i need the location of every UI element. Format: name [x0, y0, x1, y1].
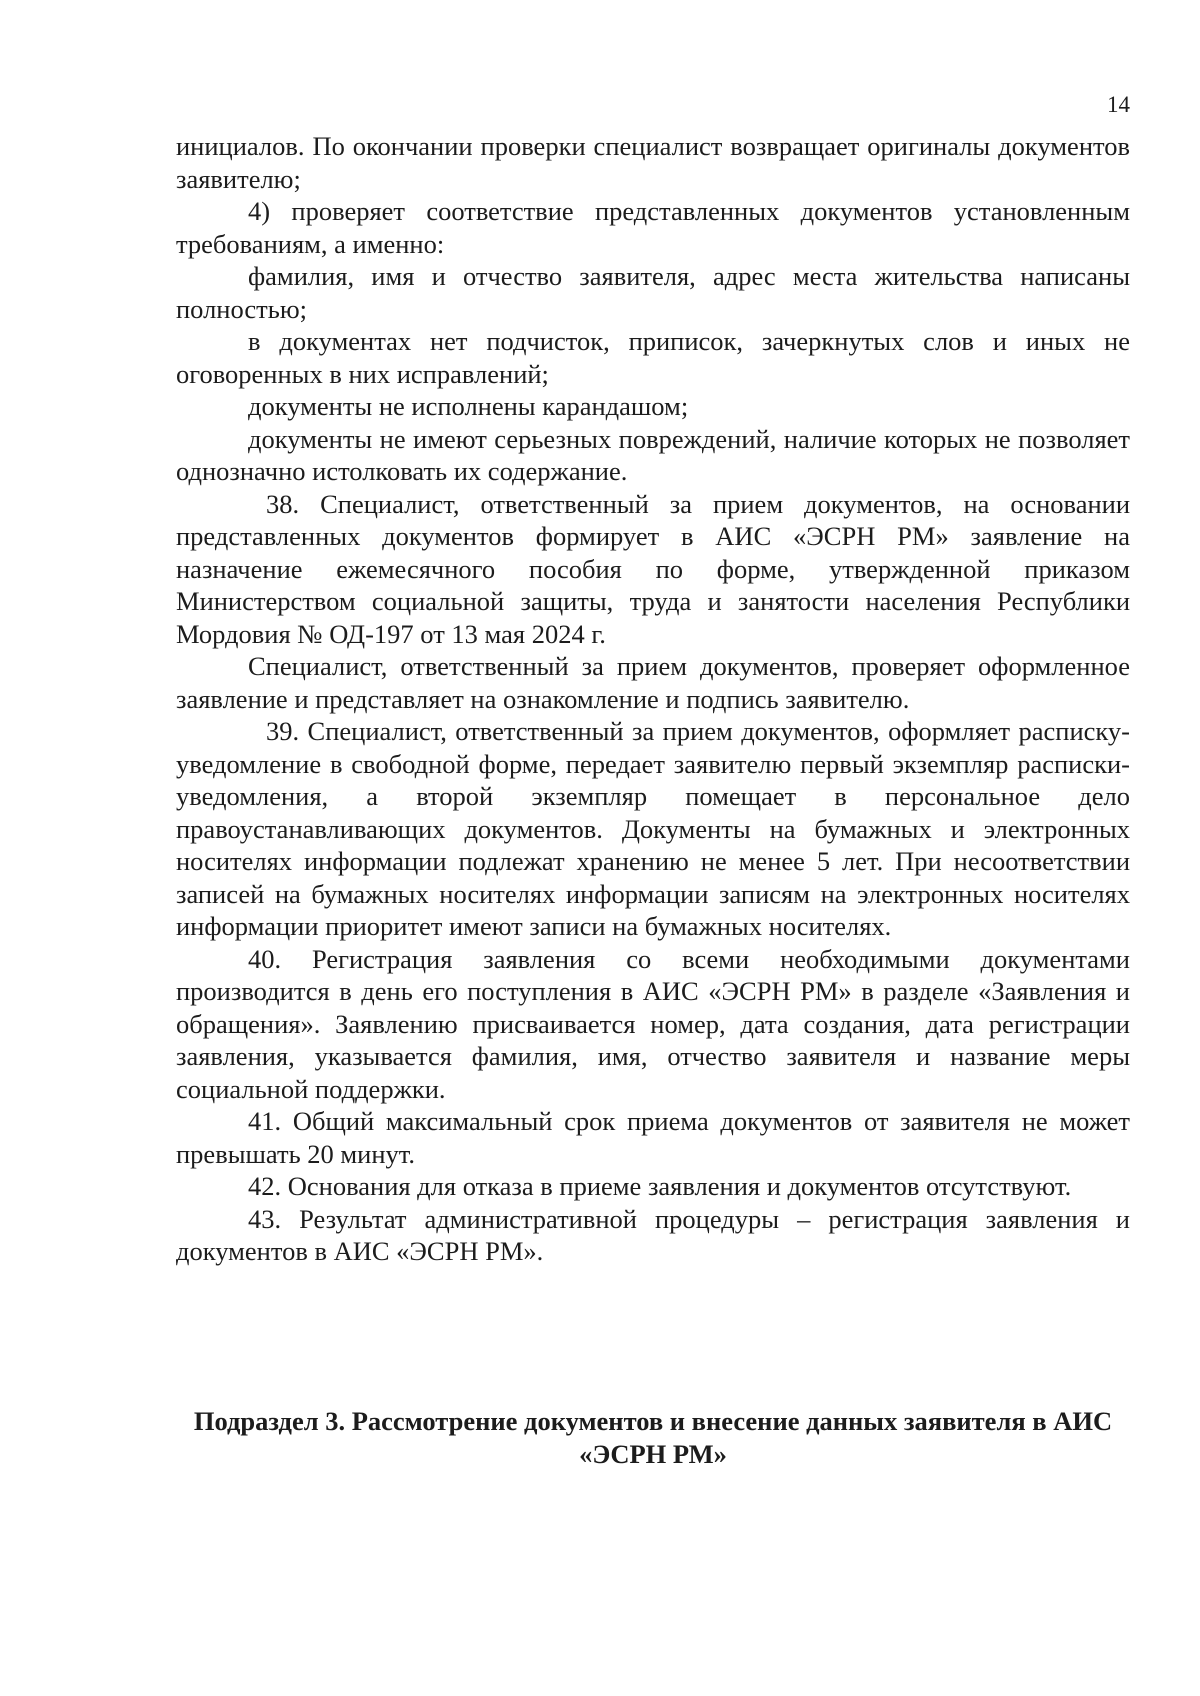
- paragraph-42: 42. Основания для отказа в приеме заявления и документов отсутствуют.: [248, 1171, 1072, 1201]
- page-number: 14: [1107, 92, 1130, 117]
- paragraph-38: 38. Специалист, ответственный за прием документов, на основании представленных документов формирует в АИС «ЭСРН РМ» заявление на назначение ежемесячного пособия по форме, утвержденной приказом Министерством социальной защиты, труда и занятости населения Республики Мордовия № ОД-197 от 13 мая 2024 г.: [176, 488, 1130, 649]
- paragraph-requirement-damage: документы не имеют серьезных повреждений, наличие которых не позволяет однозначно истолковать их содержание.: [176, 423, 1130, 486]
- document-body: [176, 130, 1130, 1268]
- paragraph-41: 41. Общий максимальный срок приема документов от заявителя не может превышать 20 минут.: [176, 1106, 1130, 1169]
- paragraph-38-check: Специалист, ответственный за прием документов, проверяет оформленное заявление и представляет на ознакомление и подпись заявителю.: [176, 651, 1130, 714]
- paragraph-item-4: 4) проверяет соответствие представленных документов установленным требованиям, а именно:: [176, 196, 1130, 259]
- paragraph-40: 40. Регистрация заявления со всеми необходимыми документами производится в день его поступления в АИС «ЭСРН РМ» в разделе «Заявления и обращения». Заявлению присваивается номер, дата создания, дата регистрации заявления, указывается фамилия, имя, отчество заявителя и название меры социальной поддержки.: [176, 943, 1130, 1104]
- section-heading: Подраздел 3. Рассмотрение документов и внесение данных заявителя в АИС «ЭСРН РМ»: [193, 1406, 1113, 1469]
- paragraph-requirement-names: фамилия, имя и отчество заявителя, адрес места жительства написаны полностью;: [176, 261, 1130, 324]
- paragraph-39: 39. Специалист, ответственный за прием документов, оформляет расписку-уведомление в свободной форме, передает заявителю первый экземпляр расписки-уведомления, а второй экземпляр помещает в персональное дело правоустанавливающих документов. Документы на бумажных и электронных носителях информации подлежат хранению не менее 5 лет. При несоответствии записей на бумажных носителях информации записям на электронных носителях информации приоритет имеют записи на бумажных носителях.: [176, 716, 1130, 941]
- paragraph-43: 43. Результат административной процедуры – регистрация заявления и документов в АИС «ЭСРН РМ».: [176, 1203, 1130, 1266]
- paragraph-requirement-pencil: документы не исполнены карандашом;: [248, 391, 689, 421]
- paragraph-requirement-corrections: в документах нет подчисток, приписок, зачеркнутых слов и иных не оговоренных в них исправлений;: [176, 326, 1130, 389]
- paragraph-continuation: инициалов. По окончании проверки специалист возвращает оригиналы документов заявителю;: [176, 131, 1130, 194]
